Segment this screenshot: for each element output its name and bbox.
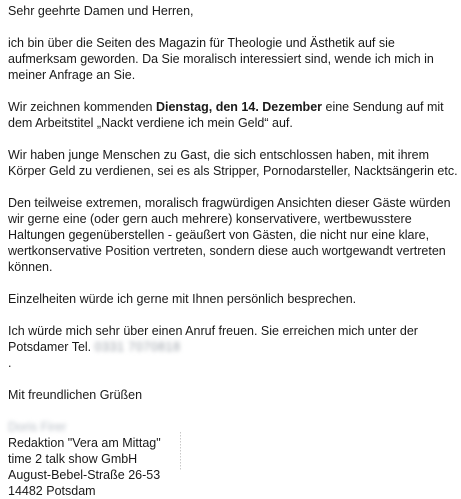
paragraph-line: wir gerne eine (oder gern auch mehrere) konservativere, wertbewusstere xyxy=(8,212,412,226)
signature-line: time 2 talk show GmbH xyxy=(8,452,138,466)
signature-line: 14482 Potsdam xyxy=(8,484,96,498)
greeting-text: Sehr geehrte Damen und Herren, xyxy=(8,4,194,18)
paragraph-line: Den teilweise extremen, moralisch fragwürdigen Ansichten dieser Gäste würden xyxy=(8,196,451,210)
paragraph-line: Körper Geld zu verdienen, sei es als Stripper, Pornodarsteller, Nacktsängerin etc. xyxy=(8,164,458,178)
redacted-phone-number: 0331 7070818 xyxy=(94,340,181,354)
signature-name xyxy=(8,419,458,435)
text-segment: Wir zeichnen kommenden xyxy=(8,100,156,114)
paragraph-contact xyxy=(8,323,458,371)
closing-text: Mit freundlichen Grüßen xyxy=(8,388,143,402)
paragraph-line: Einzelheiten würde ich gerne mit Ihnen persönlich besprechen. xyxy=(8,292,357,306)
email-body xyxy=(8,3,458,499)
paragraph-line: dem Arbeitstitel „Nackt verdiene ich mein Geld“ auf. xyxy=(8,116,293,130)
paragraph-request xyxy=(8,195,458,275)
signature-line: August-Bebel-Straße 26-53 xyxy=(8,468,161,482)
greeting xyxy=(8,3,458,19)
redacted-sender-name: Doris Firer xyxy=(8,420,67,434)
signature-block xyxy=(8,419,458,499)
text-segment: eine Sendung auf mit xyxy=(322,100,444,114)
paragraph-line: können. xyxy=(8,260,53,274)
paragraph-line: Ich würde mich sehr über einen Anruf freuen. Sie erreichen mich unter der xyxy=(8,324,418,338)
paragraph-line: meiner Anfrage an Sie. xyxy=(8,68,136,82)
paragraph-guests xyxy=(8,147,458,179)
paragraph-line xyxy=(8,99,458,115)
paragraph-line: Wir haben junge Menschen zu Gast, die sich entschlossen haben, mit ihrem xyxy=(8,148,430,162)
paragraph-show-date xyxy=(8,99,458,131)
closing xyxy=(8,387,458,403)
paragraph-intro xyxy=(8,35,458,83)
paragraph-line: . xyxy=(8,356,12,370)
paragraph-line xyxy=(8,339,458,355)
paragraph-line: wertkonservative Position vertreten, sondern diese auch wortgewandt vertreten xyxy=(8,244,446,258)
paragraph-details xyxy=(8,291,458,307)
paragraph-line: aufmerksam geworden. Da Sie moralisch interessiert sind, wende ich mich in xyxy=(8,52,434,66)
dotted-divider xyxy=(180,432,181,471)
paragraph-line: ich bin über die Seiten des Magazin für Theologie und Ästhetik auf sie xyxy=(8,36,395,50)
paragraph-line: Haltungen gegenüberstellen - geäußert von Gästen, die nicht nur eine klare, xyxy=(8,228,430,242)
show-date: Dienstag, den 14. Dezember xyxy=(155,100,323,114)
text-segment: Potsdamer Tel. xyxy=(8,340,95,354)
signature-line: Redaktion "Vera am Mittag" xyxy=(8,436,161,450)
